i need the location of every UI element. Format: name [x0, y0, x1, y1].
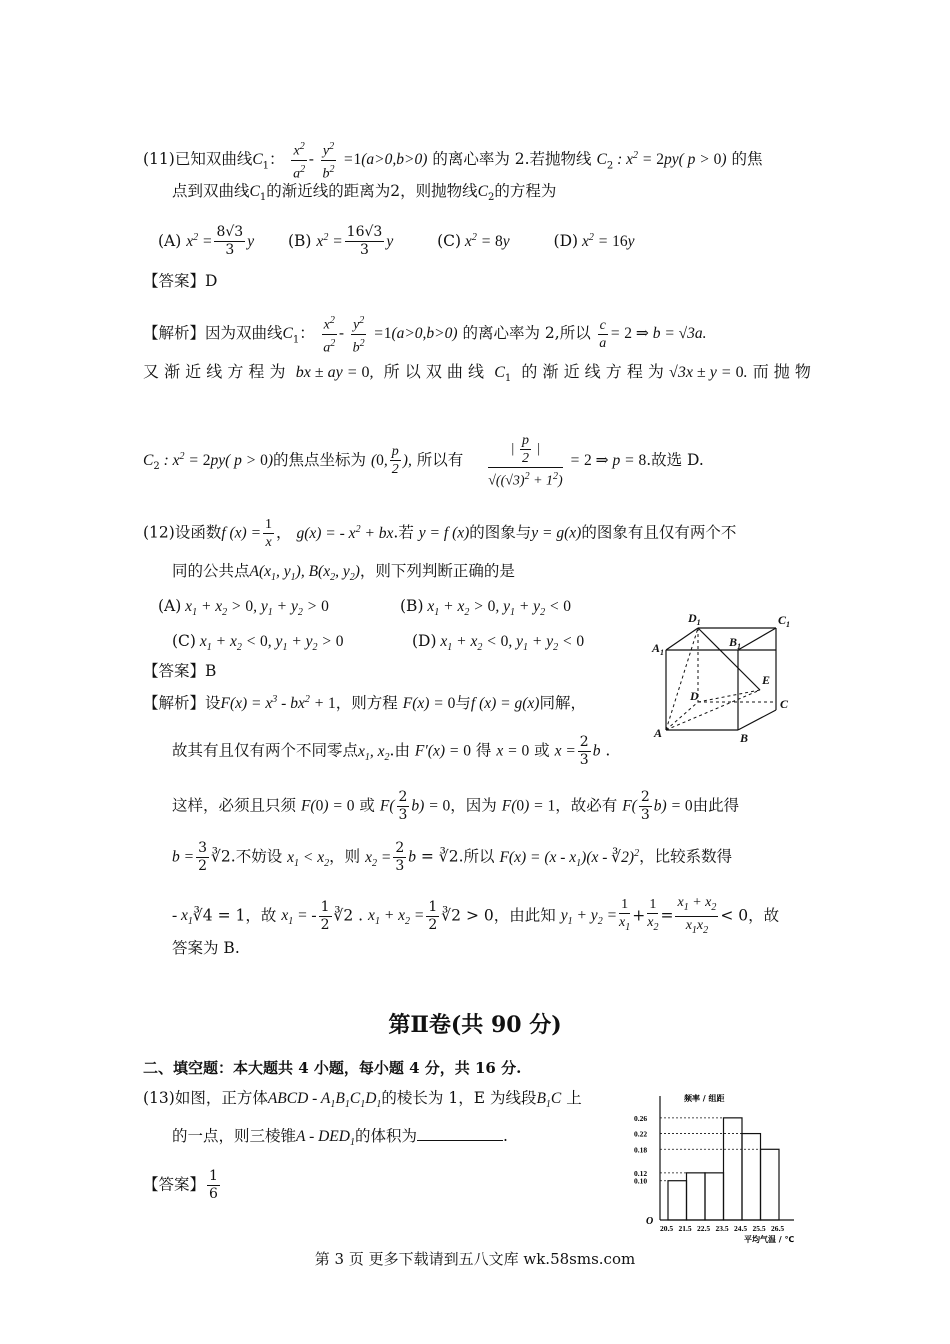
q13-answer-blank — [417, 1126, 503, 1141]
q12-analysis-3: 这样，必须且只须 F(0) = 0 或 F( $\frac{2}{3}$ b) = 0，因为 F(0) = 1，故必有 F( $\frac{2}{3}$ b) = 0由此得 — [172, 789, 740, 823]
histogram-x-tick: 25.5 — [752, 1224, 766, 1233]
histogram-x-tick: 20.5 — [660, 1224, 674, 1233]
fill-blank-header: 二、填空题：本大题共 4 小题，每小题 4 分，共 16 分. — [143, 1059, 522, 1077]
q11-analysis-1: 【解析】因为双曲线$C_1$： $\frac{x^2}{a^2}$ - $\frac{y^2}{b^2}$ =1(a>0,b>0) 的离心率为 2,所以 $\frac{c}{a}$ = 2 ⇒ b = √3a. — [143, 312, 707, 356]
q12-analysis-1: 【解析】设$F(x) = x^3 - bx^2 + 1$，则方程 F(x) = 0与f (x) = g(x)同解， — [143, 694, 586, 713]
histogram-chart — [632, 1090, 808, 1248]
cube-label-a: A — [654, 726, 663, 740]
q12-analysis-4: b = $\frac{3}{2}$ ∛2.不妨设 $x_1 < x_2$，则 $x_2$ = $\frac{2}{3}$ b = ∛2.所以 $F(x) = (x - x_1)(x$ - ∛2)$^2$，比较系数得 — [172, 840, 733, 874]
q11-line-2: 点到双曲线$C_1$的渐近线的距离为2，则抛物线$C_2$的方程为 — [172, 182, 557, 204]
q12-option-c: (C) $x_1 + x_2 < 0$, $y_1 + y_2 > 0$ — [172, 632, 344, 654]
page-footer: 第 3 页 更多下载请到五八文库 wk.58sms.com — [314, 1250, 636, 1268]
cube-label-c: C — [780, 697, 789, 711]
histogram-y-tick: 0.18 — [634, 1145, 648, 1155]
q12-line-2: 同的公共点$A(x_1$, $y_1$), $B(x_2$, $y_2$)，则下列判断正确的是 — [172, 562, 515, 584]
histogram-bar — [705, 1173, 724, 1220]
q12-option-a: (A) $x_1 + x_2 > 0$, $y_1 + y_2 > 0$ — [158, 597, 329, 619]
histogram-x-tick: 26.5 — [771, 1224, 785, 1233]
q12-analysis-5: - $x_1∛4 = 1$，故 $x_1$ = - $\frac{1}{2}$ ∛2 . $x_1 + x_2$ = $\frac{1}{2}$ ∛2 > 0，由此知 $y_1 + y_2$ = $\frac{1}{x_1}$ + $\frac{1}{x_2}$ = $\frac{x_1 + x_2}{x_1x_2}$ < 0，故 — [172, 895, 780, 936]
cube-label-c1: $C_1$ — [778, 613, 791, 629]
q12-analysis-6: 答案为 B. — [172, 939, 240, 957]
q12-answer: 【答案】B — [143, 662, 217, 680]
histogram-x-tick: 21.5 — [678, 1224, 692, 1233]
q13-answer: 【答案】 $\frac{1}{6}$ — [143, 1168, 218, 1202]
q11-options — [158, 224, 634, 259]
q12-option-b: (B) $x_1 + x_2 > 0$, $y_1 + y_2 < 0$ — [400, 597, 572, 619]
q12-analysis-2: 故其有且仅有两个不同零点$x_1$, $x_2$.由 F′(x) = 0 得 x = 0 或 x = $\frac{2}{3}$ b . — [172, 734, 611, 768]
q11-option-a: (A) $x^2$ = $\frac{8√3}{3}$ y — [158, 224, 255, 258]
histogram-y-tick: 0.10 — [634, 1176, 648, 1186]
cube-label-e: E — [762, 673, 771, 687]
cube-figure — [650, 610, 800, 744]
histogram-bar — [668, 1181, 687, 1220]
q11-line-1: (11)已知双曲线$C_1$： $\frac{x^2}{a^2}$ - $\frac{y^2}{b^2}$ =1(a>0,b>0) 的离心率为 2.若抛物线 $C_2$ : $x^2 = 2py$( p > 0) 的焦 — [143, 138, 762, 182]
histogram-bar — [761, 1149, 780, 1220]
histogram-x-tick: 23.5 — [715, 1224, 729, 1233]
histogram-x-tick: 22.5 — [697, 1224, 711, 1233]
histogram-origin: O — [646, 1216, 654, 1227]
q12-option-d: (D) $x_1 + x_2 < 0$, $y_1 + y_2 < 0$ — [412, 632, 585, 654]
histogram-bar — [742, 1134, 761, 1220]
cube-label-d: D — [690, 689, 699, 703]
histogram-xlabel: 平均气温 / ℃ — [744, 1235, 795, 1244]
q11-option-d: (D) $x^2 = 16y$ — [553, 231, 635, 250]
cube-label-d1: $D_1$ — [688, 611, 701, 627]
cube-label-a1: $A_1$ — [652, 641, 665, 657]
q12-line-1: (12)设函数f (x) = $\frac{1}{x}$ ， g(x) = - $x^2$ + bx.若 y = f (x)的图象与y = g(x)的图象有且仅有两个不 — [143, 517, 737, 550]
q11-option-c: (C) $x^2 = 8y$ — [437, 231, 510, 250]
histogram-bar — [687, 1173, 706, 1220]
q11-option-b: (B) $x^2$ = $\frac{16√3}{3}$ y — [287, 224, 394, 258]
section-title: 第Ⅱ卷(共 90 分) — [388, 1012, 562, 1038]
histogram-ylabel: 频率 / 组距 — [684, 1094, 725, 1103]
cube-label-b: B — [740, 731, 749, 744]
q13-line-2: 的一点，则三棱锥A - $DED_1$的体积为 . — [172, 1127, 508, 1149]
histogram-y-tick: 0.12 — [634, 1168, 648, 1178]
histogram-x-tick: 24.5 — [734, 1224, 748, 1233]
q11-answer: 【答案】D — [143, 272, 218, 290]
histogram-y-tick: 0.26 — [634, 1113, 648, 1123]
q11-analysis-3: $C_2$ : $x^2 = 2py$( p > 0)的焦点坐标为 (0, $\frac{p}{2}$ ), 所以有 | $\frac{p}{2}$ | $√((√3)^2 + 1^2)$ = 2 ⇒ p = 8.故选 D. — [143, 433, 704, 489]
q11-analysis-2: 又 渐 近 线 方 程 为 bx ± ay = 0, 所 以 双 曲 线 $C_1$ 的 渐 近 线 方 程 为 √3x ± y = 0. 而 抛 物 — [143, 362, 811, 385]
cube-label-b1: $B_1$ — [729, 635, 742, 651]
q13-line-1: (13)如图，正方体ABCD - $A_1B_1C_1D_1$的棱长为 1，E 为线段$B_1C$ 上 — [143, 1089, 582, 1111]
histogram-y-tick: 0.22 — [634, 1129, 648, 1139]
